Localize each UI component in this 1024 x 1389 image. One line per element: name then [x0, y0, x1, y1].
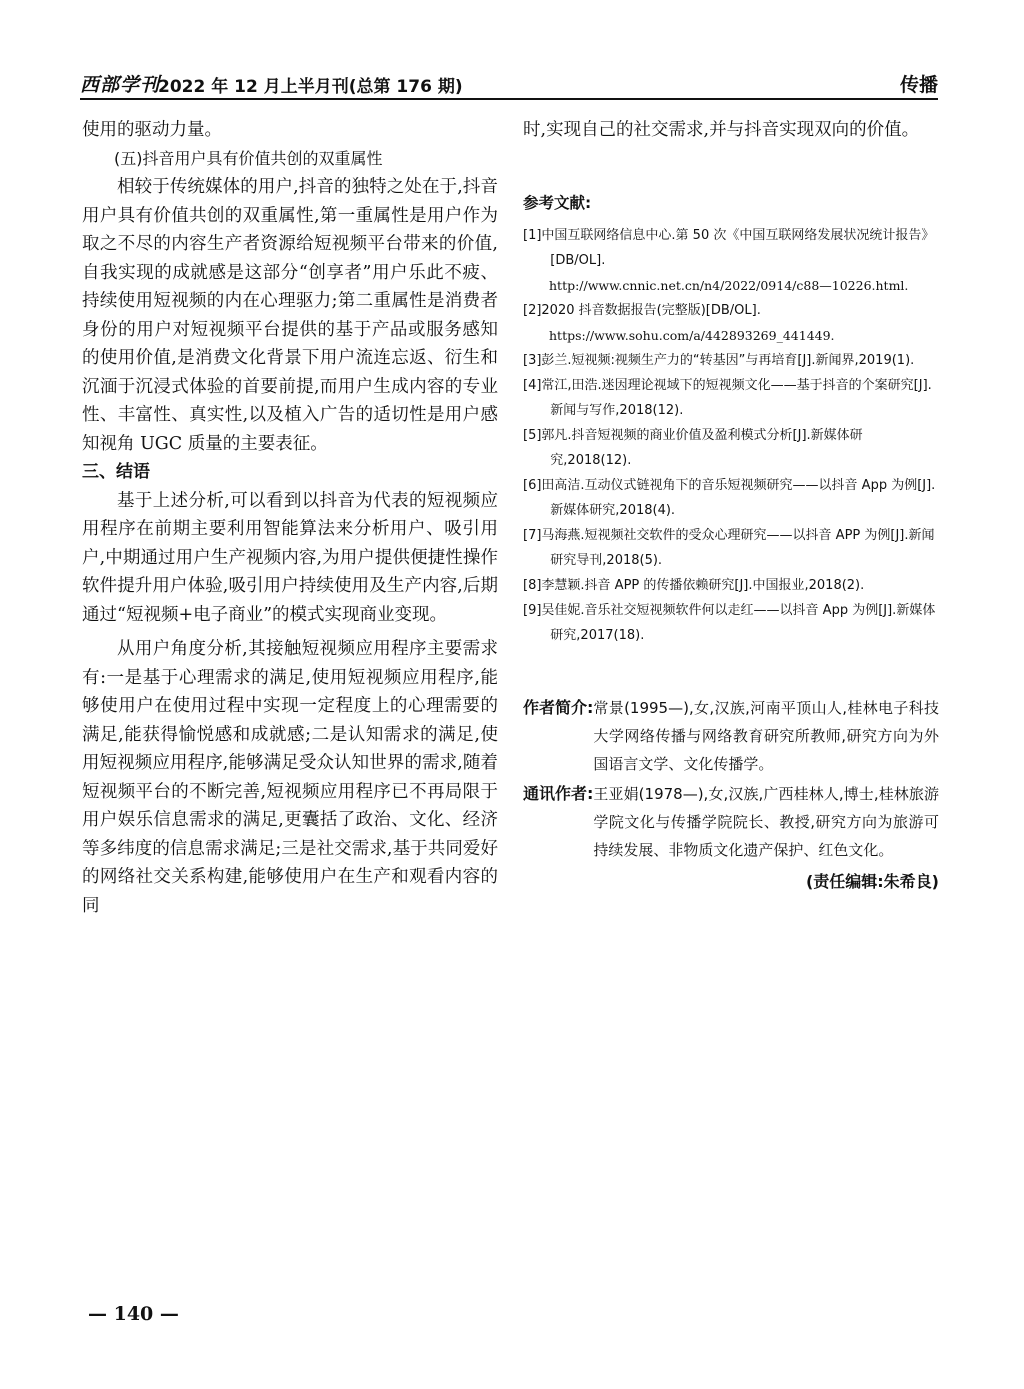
reference-item: [8]李慧颖.抖音 APP 的传播依赖研究[J].中国报业,2018(2). [523, 578, 865, 593]
left-column [82, 116, 498, 920]
paragraph: 相较于传统媒体的用户,抖音的独特之处在于,抖音用户具有价值共创的双重属性,第一重属性是用户作为取之不尽的内容生产者资源给短视频平台带来的价值,自我实现的成就感是这部分“创享者”用户乐此不疲、持续使用短视频的内在心理驱力;第二重属性是消费者身份的用户对短视频平台提供的基于产品或服务感知的使用价值,是消费文化背景下用户流连忘返、衍生和沉湎于沉浸式体验的首要前提,而用户生成内容的专业性、丰富性、真实性,以及植入广告的适切性是用户感知视角 UGC 质量的主要表征。 [82, 177, 498, 454]
right-column [523, 116, 939, 896]
corresponding-author-text: 王亚娟(1978—),女,汉族,广西桂林人,博士,桂林旅游学院文化与传播学院院长、教授,研究方向为旅游可持续发展、非物质文化遗产保护、红色文化。 [593, 785, 939, 859]
journal-logo: 西部学刊 [80, 74, 161, 96]
issue-info: 2022 年 12 月上半月刊(总第 176 期) [158, 77, 463, 97]
reference-item: [5]郭凡.抖音短视频的商业价值及盈利模式分析[J].新媒体研究,2018(12). [523, 428, 863, 468]
author-bio-label: 作者简介: [523, 698, 594, 717]
reference-item: [6]田高洁.互动仪式链视角下的音乐短视频研究——以抖音 App 为例[J].新媒体研究,2018(4). [523, 478, 936, 518]
author-bio-text: 常景(1995—),女,汉族,河南平顶山人,桂林电子科技大学网络传播与网络教育研究所教师,研究方向为外国语言文学、文化传播学。 [593, 699, 939, 773]
reference-item: [9]吴佳妮.音乐社交短视频软件何以走红——以抖音 App 为例[J].新媒体研究,2017(18). [523, 603, 936, 643]
author-bio [523, 694, 939, 778]
references-title: 参考文献: [523, 193, 592, 212]
paragraph: 基于上述分析,可以看到以抖音为代表的短视频应用程序在前期主要利用智能算法来分析用户、吸引用户,中期通过用户生产视频内容,为用户提供便捷性操作软件提升用户体验,吸引用户持续使用及生产内容,后期通过“短视频+电子商业”的模式实现商业变现。 [82, 490, 498, 625]
corresponding-author [523, 780, 939, 864]
reference-item: [2]2020 抖音数据报告(完整版)[DB/OL]. [523, 303, 761, 318]
paragraph: 时,实现自己的社交需求,并与抖音实现双向的价值。 [523, 120, 920, 140]
corresponding-author-label: 通讯作者: [523, 784, 594, 803]
reference-item: [3]彭兰.短视频:视频生产力的“转基因”与再培育[J].新闻界,2019(1). [523, 353, 915, 368]
subsection-heading: (五)抖音用户具有价值共创的双重属性 [114, 148, 383, 168]
section-title: 传播 [899, 74, 938, 96]
author-info [523, 694, 939, 896]
paragraph: 使用的驱动力量。 [82, 120, 222, 140]
running-header [80, 68, 938, 100]
reference-item: [7]马海燕.短视频社交软件的受众心理研究——以抖音 APP 为例[J].新闻研究导刊,2018(5). [523, 528, 935, 568]
reference-item: [4]常江,田浩.迷因理论视域下的短视频文化——基于抖音的个案研究[J].新闻与写作,2018(12). [523, 378, 932, 418]
page-number: — 140 — [88, 1303, 179, 1325]
responsible-editor: (责任编辑:朱希良) [805, 872, 939, 891]
reference-url: http://www.cnnic.net.cn/n4/2022/0914/c88—10226.html. [549, 278, 909, 293]
paragraph: 从用户角度分析,其接触短视频应用程序主要需求有:一是基于心理需求的满足,使用短视频应用程序,能够使用户在使用过程中实现一定程度上的心理需要的满足,能获得愉悦感和成就感;二是认知需求的满足,使用短视频应用程序,能够满足受众认知世界的需求,随着短视频平台的不断完善,短视频应用程序已不再局限于用户娱乐信息需求的满足,更囊括了政治、文化、经济等多纬度的信息需求满足;三是社交需求,基于共同爱好的网络社交关系构建,能够使用户在生产和观看内容的同 [82, 639, 498, 916]
references-list [523, 223, 939, 648]
section-heading: 三、结语 [82, 462, 150, 482]
reference-item: [1]中国互联网络信息中心.第 50 次《中国互联网络发展状况统计报告》[DB/OL]. [523, 228, 935, 268]
reference-url: https://www.sohu.com/a/442893269_441449. [549, 328, 835, 343]
